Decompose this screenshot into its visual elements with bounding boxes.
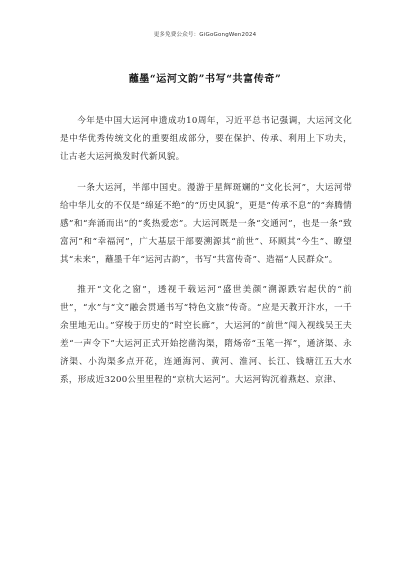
paragraph-1: 今年是中国大运河申遗成功10周年，习近平总书记强调，大运河文化是中华优秀传统文化的重要组成部分，要在保护、传承、利用上下功夫，让古老大运河焕发时代新风貌。 [60, 116, 352, 162]
header-note: 更多免费公众号：GiGoGongWen2024 [153, 32, 257, 38]
document-title: 蘸墨“运河文韵”书写“共富传奇” [128, 74, 282, 85]
paragraph-3: 推开“文化之窗”，透视千载运河“盛世美颜”溯源跌宕起伏的“前世”，“水”与“文”融会贯通书写“特色文旅”传奇。“应是天教开汴水，一千余里地无山。”穿梭于历史的“时空长廊”，大运河的“前世”闯入视线吴王夫差“一声令下”大运河正式开始挖凿沟渠，隋炀帝“玉笔一挥”，通济渠、永济渠、小沟渠多点开花，连通海河、黄河、淮河、长江、钱塘江五大水系，形成近3200公里里程的“京杭大运河”。大运河钩沉着燕赵、京津、 [60, 285, 352, 385]
document-body [60, 112, 352, 402]
paragraph-2: 一条大运河，半部中国史。漫游于星辉斑斓的“文化长河”，大运河带给中华儿女的不仅是“绵延不绝”的“历史风貌”，更是“传承不息”的“奔腾情感”和“奔涌而出”的“炙热爱恋”。大运河既是一条“交通河”，也是一条“致富河”和“幸福河”，广大基层干部要溯源其“前世”、环顾其“今生”、瞭望其“未来”，蘸墨千年“运河古韵”，书写“共富传奇”、造福“人民群众”。 [60, 182, 352, 265]
